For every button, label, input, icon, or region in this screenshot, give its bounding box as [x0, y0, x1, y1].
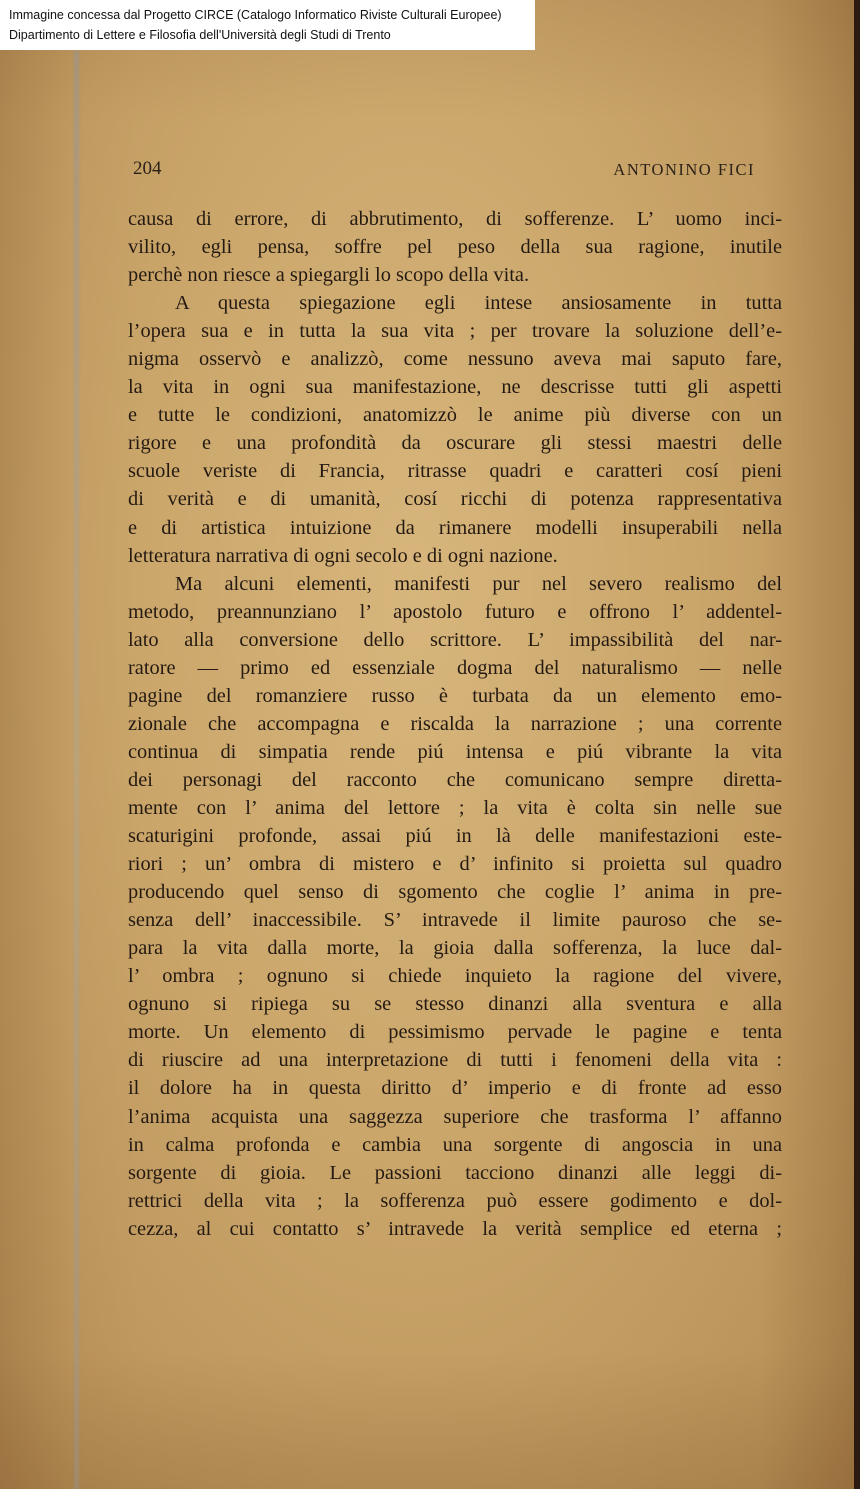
text-line: rettrici della vita ; la sofferenza può essere godimento e dol-	[128, 1189, 782, 1212]
notice-line-2: Dipartimento di Lettere e Filosofia dell'Università degli Studi di Trento	[9, 28, 391, 42]
text-line: l’opera sua e in tutta la sua vita ; per trovare la soluzione dell’e-	[128, 320, 782, 343]
text-line: lato alla conversione dello scrittore. L’ impassibilità del nar-	[128, 628, 782, 651]
text-line: para la vita dalla morte, la gioia dalla sofferenza, la luce dal-	[128, 937, 782, 960]
text-line: e tutte le condizioni, anatomizzò le anime più diverse con un	[128, 404, 782, 427]
text-line: nigma osservò e analizzò, come nessuno aveva mai saputo fare,	[128, 348, 782, 371]
text-line: metodo, preannunziano l’ apostolo futuro e offrono l’ addentel-	[128, 600, 782, 623]
text-line: letteratura narrativa di ogni secolo e di ogni nazione.	[128, 544, 558, 567]
text-line: la vita in ogni sua manifestazione, ne descrisse tutti gli aspetti	[128, 376, 782, 399]
copyright-notice	[0, 0, 535, 50]
notice-line-1: Immagine concessa dal Progetto CIRCE (Catalogo Informatico Riviste Culturali Europee)	[9, 8, 502, 22]
text-line: ratore — primo ed essenziale dogma del naturalismo — nelle	[128, 656, 782, 679]
text-line: vilito, egli pensa, soffre pel peso della sua ragione, inutile	[128, 236, 782, 259]
text-line: di verità e di umanità, cosí ricchi di potenza rappresentativa	[128, 488, 782, 511]
text-line: producendo quel senso di sgomento che coglie l’ anima in pre-	[128, 881, 782, 904]
text-line: scuole veriste di Francia, ritrasse quadri e caratteri cosí pieni	[128, 460, 782, 483]
text-line: Ma alcuni elementi, manifesti pur nel severo realismo del	[175, 572, 782, 595]
page-number: 204	[133, 158, 162, 179]
text-line: morte. Un elemento di pessimismo pervade le pagine e tenta	[128, 1021, 782, 1044]
text-line: l’ ombra ; ognuno si chiede inquieto la ragione del vivere,	[128, 965, 782, 988]
text-line: zionale che accompagna e riscalda la narrazione ; una corrente	[128, 712, 782, 735]
text-line: scaturigini profonde, assai piú in là delle manifestazioni este-	[128, 825, 782, 848]
text-line: continua di simpatia rende piú intensa e piú vibrante la vita	[128, 740, 782, 763]
running-head-author: ANTONINO FICI	[613, 160, 755, 179]
page-edge	[854, 0, 860, 1489]
binding-shadow	[74, 50, 79, 1489]
text-line: senza dell’ inaccessibile. S’ intravede il limite pauroso che se-	[128, 909, 782, 932]
text-line: il dolore ha in questa diritto d’ imperio e di fronte ad esso	[128, 1077, 782, 1100]
text-line: perchè non riesce a spiegargli lo scopo della vita.	[128, 264, 530, 287]
text-line: rigore e una profondità da oscurare gli stessi maestri delle	[128, 432, 782, 455]
text-line: mente con l’ anima del lettore ; la vita è colta sin nelle sue	[128, 796, 782, 819]
running-head	[133, 158, 755, 188]
text-line: l’anima acquista una saggezza superiore che trasforma l’ affanno	[128, 1105, 782, 1128]
text-line: e di artistica intuizione da rimanere modelli insuperabili nella	[128, 516, 782, 539]
text-line: causa di errore, di abbrutimento, di sofferenze. L’ uomo inci-	[128, 208, 782, 230]
text-line: ognuno si ripiega su se stesso dinanzi alla sventura e alla	[128, 993, 782, 1016]
text-line: pagine del romanziere russo è turbata da un elemento emo-	[128, 684, 782, 707]
text-line: A questa spiegazione egli intese ansiosamente in tutta	[175, 292, 782, 315]
text-line: cezza, al cui contatto s’ intravede la verità semplice ed eterna ;	[128, 1217, 782, 1240]
text-line: dei personagi del racconto che comunicano sempre diretta-	[128, 768, 782, 791]
text-line: sorgente di gioia. Le passioni tacciono dinanzi alle leggi di-	[128, 1161, 782, 1184]
text-line: in calma profonda e cambia una sorgente di angoscia in una	[128, 1133, 782, 1156]
body-text	[128, 205, 782, 1243]
text-line: di riuscire ad una interpretazione di tutti i fenomeni della vita :	[128, 1049, 782, 1072]
text-line: riori ; un’ ombra di mistero e d’ infinito si proietta sul quadro	[128, 853, 782, 876]
